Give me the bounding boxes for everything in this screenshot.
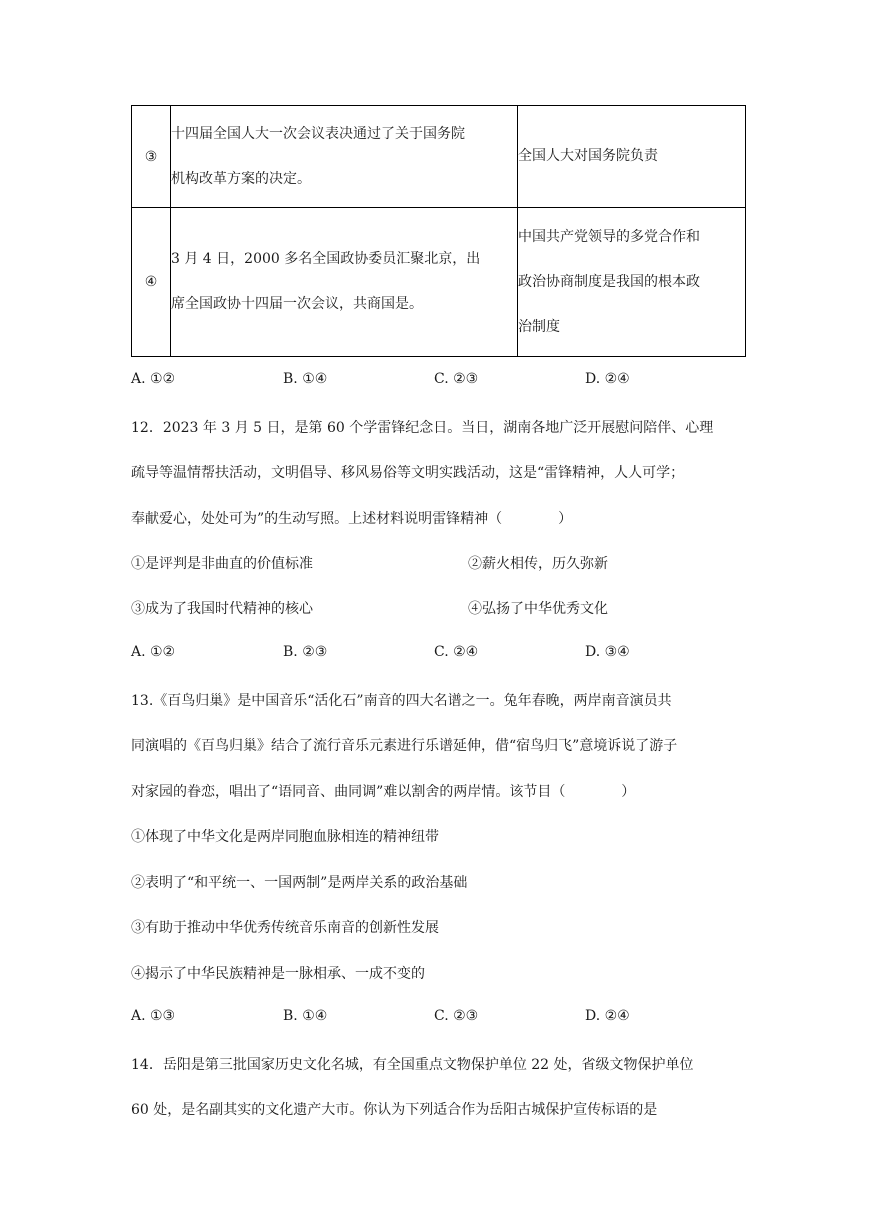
choice-c[interactable]: C. ②③ <box>434 1008 479 1024</box>
choice-d[interactable]: D. ②④ <box>585 371 630 387</box>
q13-stem-line: 13.《百鸟归巢》是中国音乐“活化石”南音的四大名谱之一。兔年春晚，两岸南音演员共 <box>131 693 672 709</box>
q13-item: ③有助于推动中华优秀传统音乐南音的创新性发展 <box>131 920 439 936</box>
table-row <box>132 106 746 208</box>
q12-choices <box>131 644 731 664</box>
choice-d[interactable]: D. ②④ <box>585 1008 630 1024</box>
q12-item: ③成为了我国时代精神的核心 <box>131 601 313 617</box>
q12-stem-line: 奉献爱心，处处可为”的生动写照。上述材料说明雷锋精神（ ） <box>131 511 573 527</box>
q13-item: ④揭示了中华民族精神是一脉相承、一成不变的 <box>131 966 425 982</box>
material-line: 十四届全国人大一次会议表决通过了关于国务院 <box>171 125 465 142</box>
option-cell <box>518 106 746 208</box>
choice-d[interactable]: D. ③④ <box>585 644 630 660</box>
choice-a[interactable]: A. ①② <box>131 644 176 660</box>
material-line: 机构改革方案的决定。 <box>171 170 311 187</box>
q12-items-row <box>131 598 731 618</box>
q13-item: ②表明了“和平统一、一国两制”是两岸关系的政治基础 <box>131 875 468 891</box>
q14-stem-line: 14．岳阳是第三批国家历史文化名城，有全国重点文物保护单位 22 处，省级文物保护单位 <box>131 1057 694 1073</box>
table-row <box>132 208 746 357</box>
choice-a[interactable]: A. ①② <box>131 371 176 387</box>
choice-b[interactable]: B. ①④ <box>283 371 328 387</box>
q11-choices <box>131 371 731 391</box>
choice-a[interactable]: A. ①③ <box>131 1008 176 1024</box>
q14-stem-line: 60 处，是名副其实的文化遗产大市。你认为下列适合作为岳阳古城保护宣传标语的是 <box>131 1102 658 1118</box>
row-number: ③ <box>132 106 171 208</box>
material-option-table <box>131 105 746 357</box>
material-line: 3 月 4 日，2000 多名全国政协委员汇聚北京，出 <box>171 251 481 267</box>
q12-item: ②薪火相传，历久弥新 <box>468 556 608 572</box>
option-line: 中国共产党领导的多党合作和 <box>518 228 700 245</box>
q13-stem-line: 同演唱的《百鸟归巢》结合了流行音乐元素进行乐谱延伸，借“宿鸟归飞”意境诉说了游子 <box>131 738 678 754</box>
q12-stem-line: 12．2023 年 3 月 5 日，是第 60 个学雷锋纪念日。当日，湖南各地广泛开展慰问陪伴、心理 <box>131 420 714 436</box>
material-line: 席全国政协十四届一次会议，共商国是。 <box>171 296 423 312</box>
option-line: 政治协商制度是我国的根本政 <box>518 273 700 290</box>
material-cell <box>171 208 518 357</box>
choice-b[interactable]: B. ②③ <box>283 644 328 660</box>
option-line: 全国人大对国务院负责 <box>518 148 658 164</box>
q12-stem-line: 疏导等温情帮扶活动，文明倡导、移风易俗等文明实践活动，这是“雷锋精神，人人可学； <box>131 465 685 481</box>
q13-stem-line: 对家园的眷恋，唱出了“语同音、曲同调”难以割舍的两岸情。该节目（ ） <box>131 784 636 800</box>
q13-item: ①体现了中华文化是两岸同胞血脉相连的精神纽带 <box>131 829 439 845</box>
q12-items-row <box>131 553 731 573</box>
choice-c[interactable]: C. ②④ <box>434 644 479 660</box>
option-line: 治制度 <box>518 318 560 335</box>
row-number: ④ <box>132 208 171 357</box>
option-cell <box>518 208 746 357</box>
choice-b[interactable]: B. ①④ <box>283 1008 328 1024</box>
choice-c[interactable]: C. ②③ <box>434 371 479 387</box>
q12-item: ①是评判是非曲直的价值标准 <box>131 556 313 572</box>
q12-item: ④弘扬了中华优秀文化 <box>468 601 608 617</box>
q13-choices <box>131 1008 731 1028</box>
material-cell <box>171 106 518 208</box>
